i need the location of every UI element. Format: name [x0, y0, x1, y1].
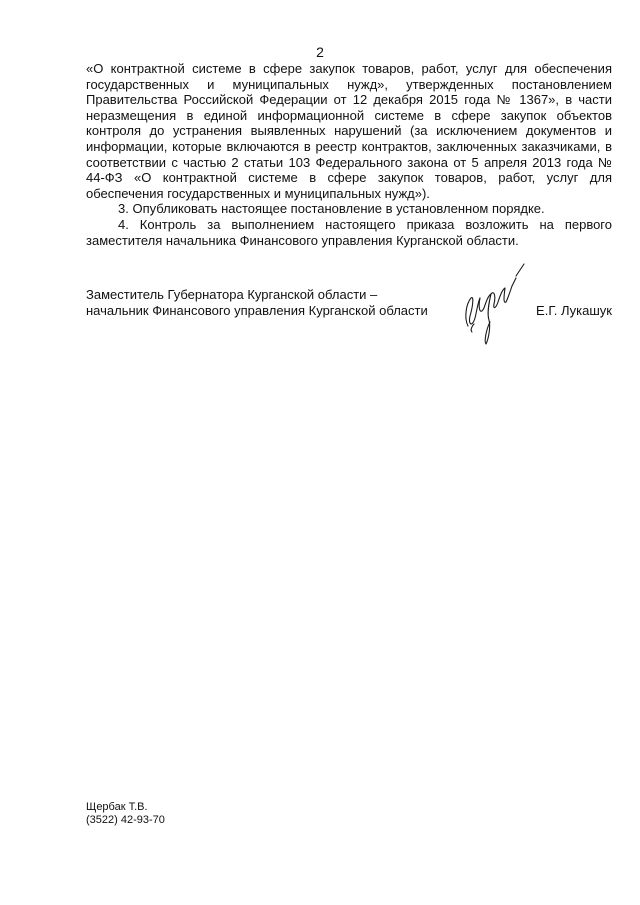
executor-name: Щербак Т.В.: [86, 801, 148, 813]
paragraph-continuation: «О контрактной системе в сфере закупок товаров, работ, услуг для обеспечения государственных и муниципальных нужд», утвержденных постановлением Правительства Российской Федерации от 12 декабря 2015 года № 1367», в части неразмещения в единой информационной системе в сфере закупок объектов контроля до устранения выявленных нарушений (за исключением документов и информации, которые включаются в реестр контрактов, заключенных заказчиками, в соответствии с частью 2 статьи 103 Федерального закона от 5 апреля 2013 года № 44-ФЗ «О контрактной системе в сфере закупок товаров, работ, услуг для обеспечения государственных и муниципальных нужд»).: [86, 61, 612, 201]
document-body: [86, 61, 612, 248]
signer-title: [86, 287, 428, 319]
signature-block: [86, 287, 612, 337]
executor-info: [86, 801, 165, 827]
page-number: 2: [316, 44, 324, 60]
paragraph-item-3: 3. Опубликовать настоящее постановление в установленном порядке.: [118, 201, 545, 217]
handwritten-signature: [458, 258, 530, 348]
signer-title-line-1: Заместитель Губернатора Курганской области –: [86, 287, 378, 302]
signer-title-line-2: начальник Финансового управления Курганской области: [86, 303, 428, 318]
executor-phone: (3522) 42-93-70: [86, 814, 165, 826]
signer-name: Е.Г. Лукашук: [536, 303, 612, 318]
paragraph-item-4: 4. Контроль за выполнением настоящего приказа возложить на первого заместителя начальника Финансового управления Курганской области.: [86, 216, 612, 248]
